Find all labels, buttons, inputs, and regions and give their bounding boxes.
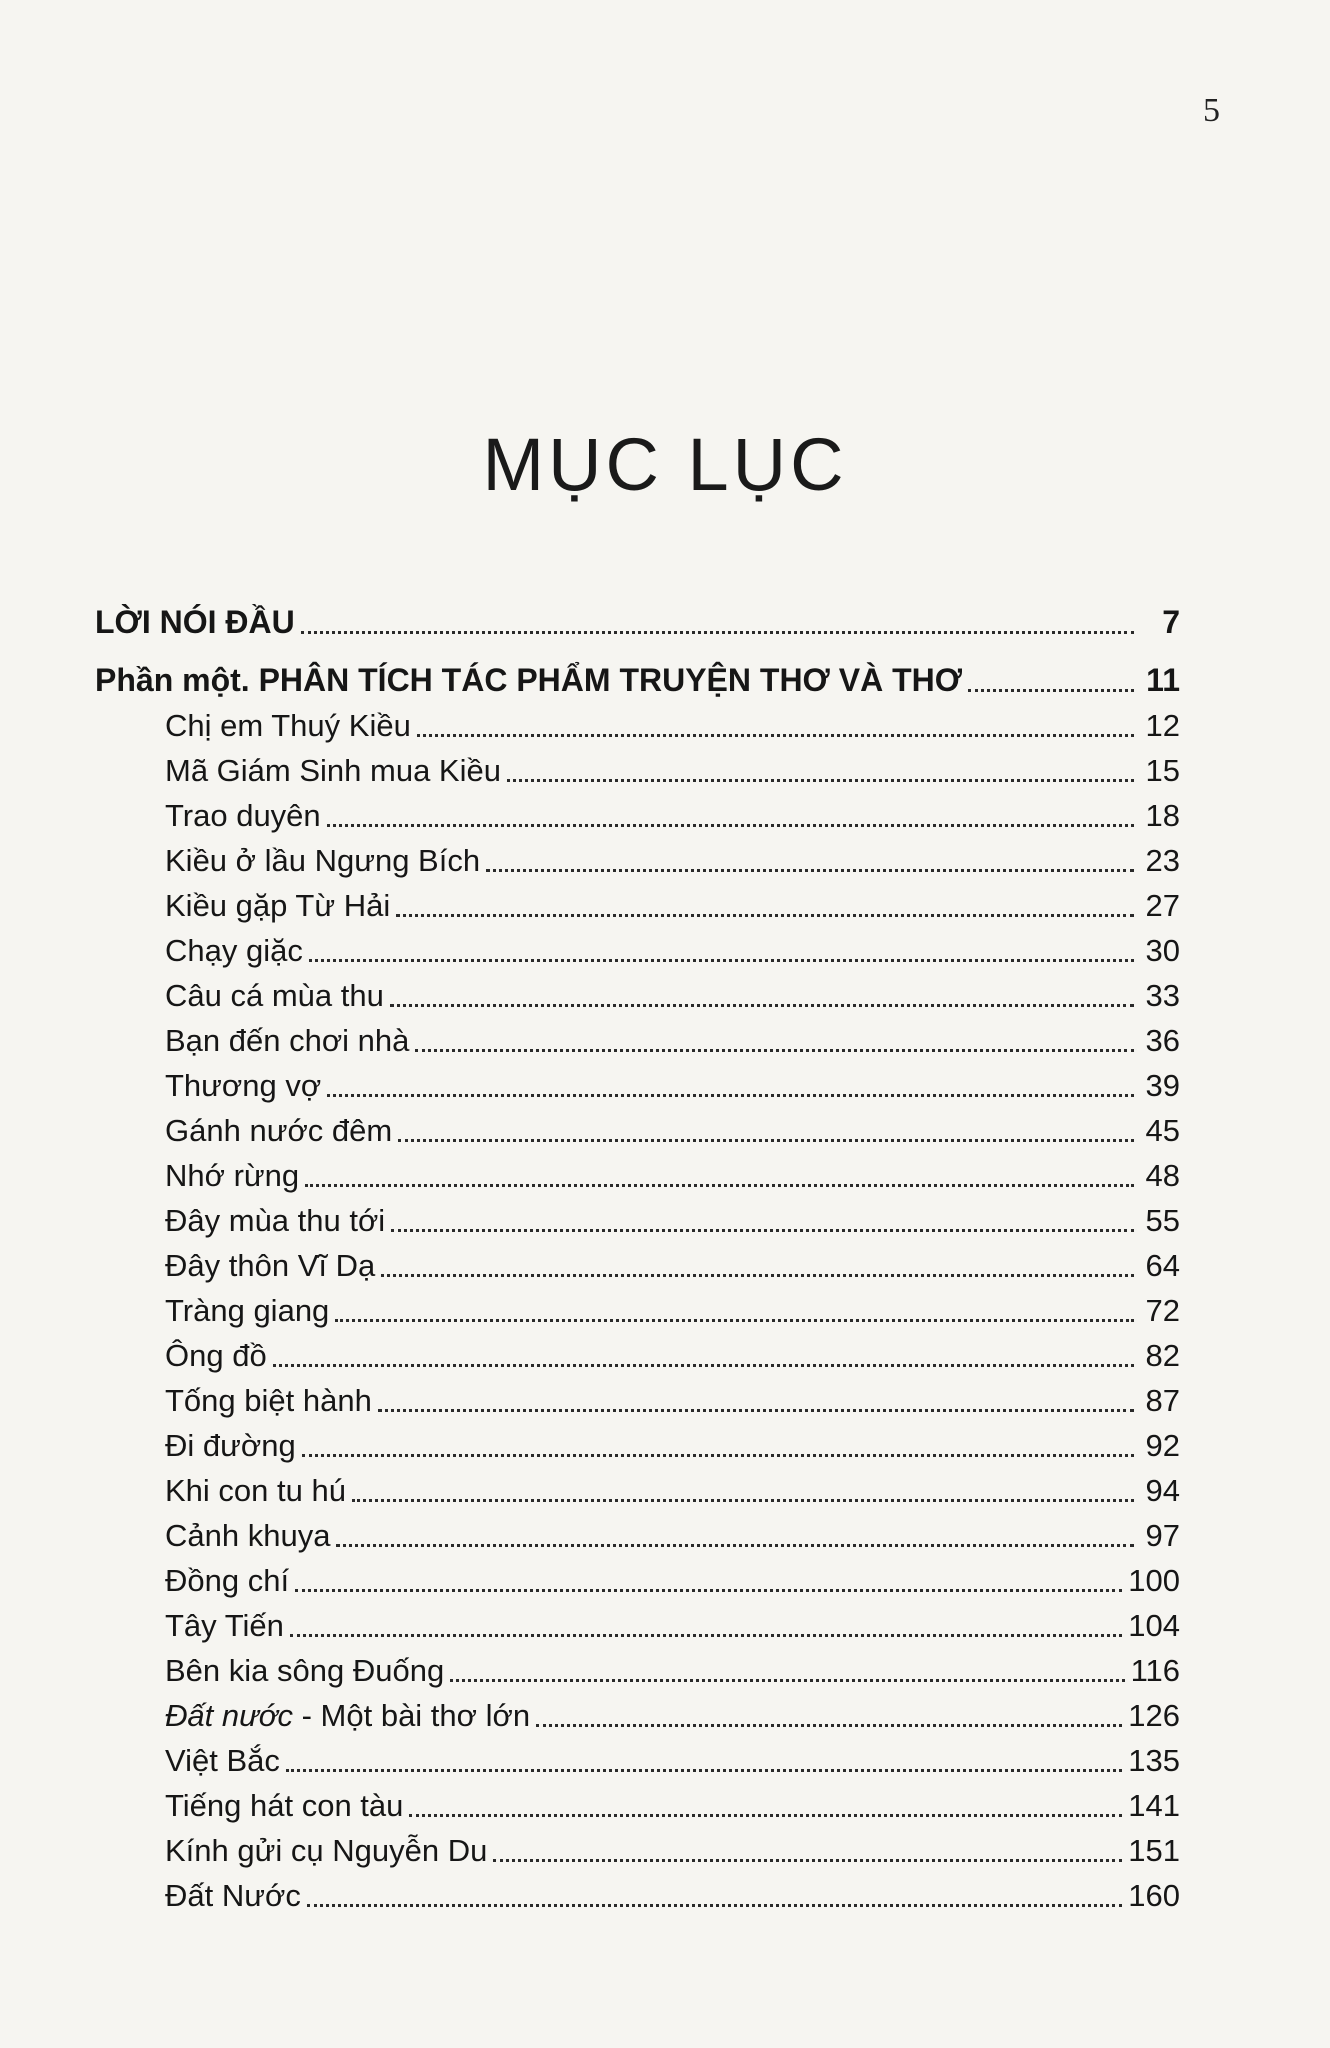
dot-leader [486, 868, 1134, 872]
toc-entry-title-text: Bên kia sông Đuống [165, 1653, 445, 1688]
toc-entry-title [165, 1565, 289, 1600]
toc-page-number: 64 [1145, 1248, 1180, 1283]
toc-entry-title-text: Câu cá mùa thu [165, 978, 384, 1013]
page-title: MỤC LỤC [482, 422, 848, 506]
toc-entry [95, 1240, 1180, 1285]
toc-entry-title-italic: Đất nước [165, 1698, 293, 1733]
toc-entry-title [165, 1790, 403, 1825]
toc-page-number: 100 [1128, 1563, 1180, 1598]
dot-leader [302, 1453, 1134, 1457]
toc-entry-title-text: Đất Nước [165, 1878, 301, 1913]
toc-entry-title [165, 1070, 321, 1105]
toc-entry-title-text: LỜI NÓI ĐẦU [95, 604, 295, 640]
toc-entry [95, 1330, 1180, 1375]
toc-entry [95, 1510, 1180, 1555]
toc-entry-title-text: - Một bài thơ lớn [292, 1698, 531, 1733]
toc-page-number: 36 [1145, 1023, 1180, 1058]
toc-page-number: 104 [1128, 1608, 1180, 1643]
dot-leader [352, 1498, 1134, 1502]
toc-entry [95, 1060, 1180, 1105]
toc-entry [95, 1690, 1180, 1735]
toc-entry-title-text: Kính gửi cụ Nguyễn Du [165, 1833, 488, 1868]
toc-page-number: 23 [1145, 843, 1180, 878]
toc-page-number: 126 [1128, 1698, 1180, 1733]
dot-leader [327, 1093, 1134, 1097]
dot-leader [396, 913, 1134, 917]
dot-leader [301, 630, 1134, 634]
toc-entry [95, 1645, 1180, 1690]
toc-page-number: 135 [1128, 1743, 1180, 1778]
dot-leader [336, 1543, 1134, 1547]
toc-entry-title [165, 1160, 299, 1195]
toc-section [95, 584, 1180, 642]
toc-entry-title-text: Tiếng hát con tàu [165, 1788, 404, 1823]
toc-page-number: 33 [1145, 978, 1180, 1013]
toc-entry [95, 970, 1180, 1015]
toc-entry-title-text: Tống biệt hành [165, 1383, 372, 1418]
toc-entry-title-text: Bạn đến chơi nhà [165, 1023, 410, 1058]
toc-entry-title [165, 845, 480, 880]
dot-leader [409, 1813, 1122, 1817]
dot-leader [381, 1273, 1134, 1277]
toc-page-number: 55 [1145, 1203, 1180, 1238]
toc-entry [95, 925, 1180, 970]
toc-entry-title-text: Kiều gặp Từ Hải [165, 888, 391, 923]
toc-entry-title-text: Chạy giặc [165, 933, 303, 968]
toc-page-number: 160 [1128, 1878, 1180, 1913]
toc-entry [95, 1105, 1180, 1150]
toc-page-number: 87 [1145, 1383, 1180, 1418]
toc-entry [95, 1600, 1180, 1645]
toc-page-number: 7 [1162, 604, 1180, 640]
dot-leader [307, 1903, 1122, 1907]
toc-entry [95, 1825, 1180, 1870]
toc-entry-title-text: Đồng chí [165, 1563, 290, 1598]
toc-entry [95, 880, 1180, 925]
toc-entry [95, 700, 1180, 745]
toc-entry-title-text: Cảnh khuya [165, 1518, 331, 1553]
dot-leader [309, 958, 1134, 962]
toc-entry-title [165, 1430, 296, 1465]
toc-entry [95, 1735, 1180, 1780]
toc-entry [95, 1375, 1180, 1420]
toc-entry-title [165, 1700, 530, 1735]
toc-entry [95, 1555, 1180, 1600]
toc-entry-title [165, 755, 501, 790]
toc-page-number: 82 [1145, 1338, 1180, 1373]
dot-leader [968, 688, 1134, 692]
toc-page-number: 30 [1145, 933, 1180, 968]
toc-entry [95, 1780, 1180, 1825]
toc-entry-title [165, 1340, 267, 1375]
toc-entry-title [165, 1475, 346, 1510]
toc-entry-title [165, 1025, 409, 1060]
dot-leader [507, 778, 1134, 782]
toc-entry [95, 790, 1180, 835]
dot-leader [417, 733, 1134, 737]
toc-entry-title [165, 1385, 372, 1420]
toc-page-number: 94 [1145, 1473, 1180, 1508]
dot-leader [335, 1318, 1134, 1322]
toc-entry [95, 1015, 1180, 1060]
dot-leader [273, 1363, 1134, 1367]
toc-entry-title [165, 935, 303, 970]
dot-leader [295, 1588, 1122, 1592]
toc-page-number: 18 [1145, 798, 1180, 833]
toc-page-number: 151 [1128, 1833, 1180, 1868]
toc-entry [95, 1285, 1180, 1330]
dot-leader [390, 1003, 1134, 1007]
toc-entry-title [165, 1520, 330, 1555]
toc-entry-title-text: Mã Giám Sinh mua Kiều [165, 753, 501, 788]
toc-entry-title-text: Gánh nước đêm [165, 1113, 393, 1148]
toc-entry-title-text: Chị em Thuý Kiều [165, 708, 411, 743]
toc-entry-title [165, 1745, 280, 1780]
toc-entry [95, 745, 1180, 790]
toc-entry [95, 1195, 1180, 1240]
toc-entry [95, 835, 1180, 880]
toc-entry-title-text: Việt Bắc [165, 1743, 280, 1778]
toc-entry-title-text: Tràng giang [165, 1293, 330, 1328]
toc-entry-title-text: Khi con tu hú [165, 1473, 346, 1508]
toc-entry-title-text: Đây thôn Vĩ Dạ [165, 1248, 376, 1283]
toc-entry-title-text: Trao duyên [165, 798, 321, 833]
toc-entry-title-text: Ông đồ [165, 1338, 267, 1373]
toc-entry-title-text: Phần một. PHÂN TÍCH TÁC PHẨM TRUYỆN THƠ VÀ THƠ [95, 662, 963, 698]
dot-leader [493, 1858, 1122, 1862]
toc-entry-title [165, 1610, 284, 1645]
toc-entry-title [165, 1295, 329, 1330]
dot-leader [536, 1723, 1122, 1727]
toc-page-number: 45 [1145, 1113, 1180, 1148]
dot-leader [378, 1408, 1134, 1412]
dot-leader [415, 1048, 1134, 1052]
toc-entry [95, 1870, 1180, 1915]
toc-entry-title [165, 1250, 375, 1285]
toc-entry-title [165, 890, 390, 925]
toc-entry [95, 1150, 1180, 1195]
toc-entry-title [165, 1655, 444, 1690]
toc-page-number: 27 [1145, 888, 1180, 923]
toc-page-number: 116 [1130, 1653, 1180, 1688]
toc-page-number: 72 [1145, 1293, 1180, 1328]
toc-entry-title [165, 1205, 385, 1240]
toc-page-number: 141 [1128, 1788, 1180, 1823]
toc-entry-title-text: Đây mùa thu tới [165, 1203, 386, 1238]
toc-page-number: 48 [1145, 1158, 1180, 1193]
dot-leader [290, 1633, 1122, 1637]
dot-leader [450, 1678, 1124, 1682]
toc-page-number: 11 [1146, 662, 1180, 698]
toc-entry-title [165, 1880, 301, 1915]
toc-page-number: 92 [1145, 1428, 1180, 1463]
dot-leader [305, 1183, 1134, 1187]
toc-entry-title [95, 606, 295, 642]
toc-entry-title-text: Tây Tiến [165, 1608, 284, 1643]
toc-entry-title-text: Đi đường [165, 1428, 296, 1463]
toc-entry-title [165, 1835, 487, 1870]
page-number: 5 [1203, 92, 1220, 129]
toc-entry [95, 1420, 1180, 1465]
dot-leader [327, 823, 1134, 827]
toc-page-number: 39 [1145, 1068, 1180, 1103]
toc-page-number: 97 [1145, 1518, 1180, 1553]
toc-entry-title [165, 1115, 392, 1150]
toc-entry-title [165, 710, 411, 745]
dot-leader [286, 1768, 1122, 1772]
toc-page-number: 12 [1145, 708, 1180, 743]
dot-leader [398, 1138, 1134, 1142]
toc-entry-title [165, 800, 321, 835]
toc-entry-title [165, 980, 384, 1015]
table-of-contents [95, 584, 1180, 1915]
toc-page-number: 15 [1145, 753, 1180, 788]
toc-entry-title-text: Kiều ở lầu Ngưng Bích [165, 843, 481, 878]
toc-entry-title-text: Thương vợ [165, 1068, 322, 1103]
toc-entry [95, 1465, 1180, 1510]
toc-section [95, 642, 1180, 700]
toc-entry-title [95, 664, 962, 700]
toc-entry-title-text: Nhớ rừng [165, 1158, 300, 1193]
dot-leader [391, 1228, 1134, 1232]
